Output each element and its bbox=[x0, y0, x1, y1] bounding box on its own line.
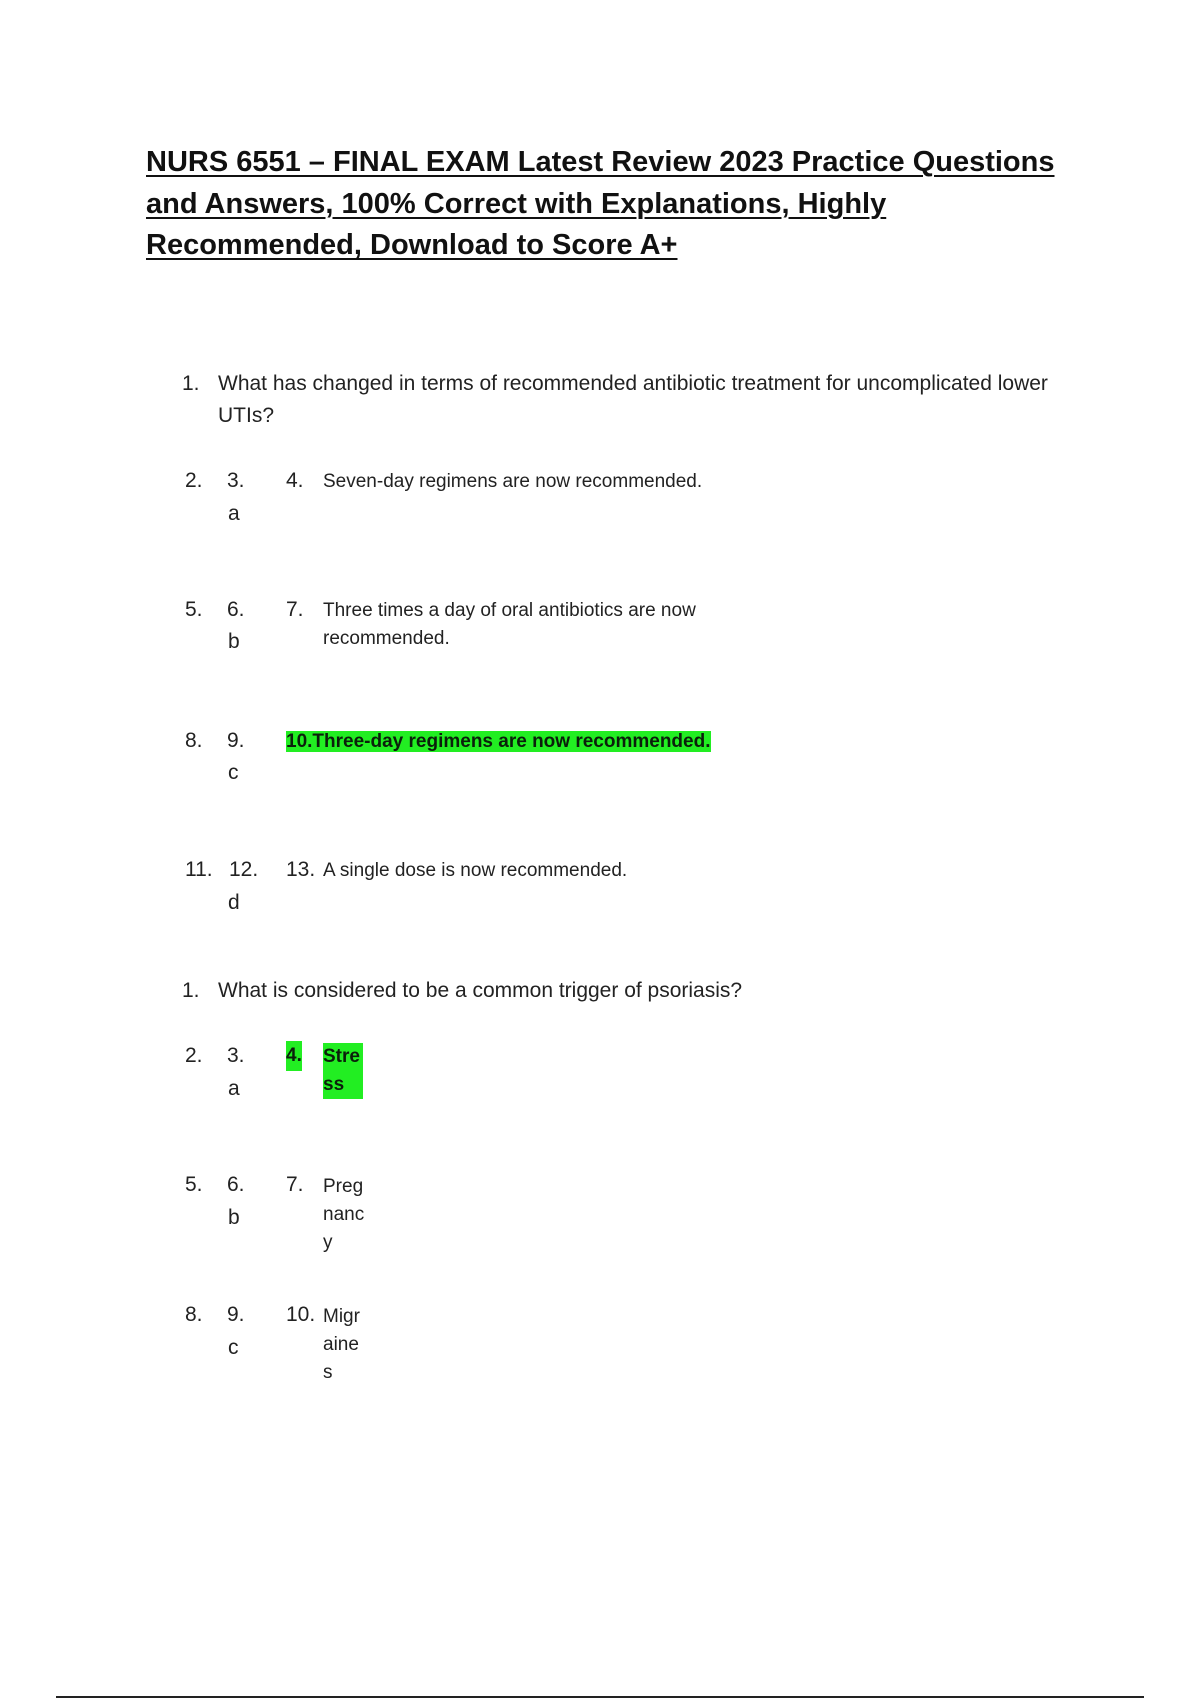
q2-option-c-num3: 10. bbox=[286, 1303, 316, 1326]
q1-option-d-num1: 11. bbox=[185, 858, 213, 881]
q1-option-d-letter: d bbox=[228, 891, 240, 914]
q1-option-b-letter: b bbox=[228, 630, 240, 653]
q2-option-c-num1: 8. bbox=[185, 1303, 203, 1326]
q2-option-a-num2: 3. bbox=[227, 1044, 245, 1067]
q1-option-a-letter: a bbox=[228, 502, 240, 525]
q1-option-b-num2: 6. bbox=[227, 598, 245, 621]
q1-option-d-num2: 12. bbox=[229, 858, 259, 881]
footer-divider bbox=[56, 1696, 1144, 1698]
q1-option-c-num3: 10. bbox=[286, 731, 313, 752]
question-1-text: What has changed in terms of recommended antibiotic treatment for uncomplicated lower UTIs? bbox=[218, 372, 1048, 427]
q1-option-c-highlight bbox=[286, 728, 711, 756]
q2-option-b-num1: 5. bbox=[185, 1173, 203, 1196]
q1-option-d-num3: 13. bbox=[286, 858, 316, 881]
question-1-number: 1. bbox=[182, 372, 200, 395]
question-2-text: What is considered to be a common trigger of psoriasis? bbox=[218, 979, 743, 1002]
q1-option-b-text: Three times a day of oral antibiotics are now recommended. bbox=[323, 600, 696, 649]
q2-option-b-letter: b bbox=[228, 1206, 240, 1229]
q2-option-b-num2: 6. bbox=[227, 1173, 245, 1196]
q2-option-a-text: Stress bbox=[323, 1043, 363, 1099]
q1-option-c-num2: 9. bbox=[227, 729, 245, 752]
q2-option-c-letter: c bbox=[228, 1336, 239, 1359]
q1-option-c-text: Three-day regimens are now recommended. bbox=[312, 731, 711, 752]
q2-option-a-num3: 4. bbox=[286, 1041, 302, 1071]
question-1 bbox=[182, 368, 1082, 438]
q1-option-a-text: Seven-day regimens are now recommended. bbox=[323, 471, 703, 492]
q2-option-c-num2: 9. bbox=[227, 1303, 245, 1326]
q1-option-b-num1: 5. bbox=[185, 598, 203, 621]
q1-option-a-num1: 2. bbox=[185, 469, 203, 492]
q1-option-a-num3: 4. bbox=[286, 469, 304, 492]
q1-option-c-num1: 8. bbox=[185, 729, 203, 752]
q1-option-a-num2: 3. bbox=[227, 469, 245, 492]
q2-option-c-text: Migraines bbox=[323, 1306, 360, 1383]
q2-option-a-num1: 2. bbox=[185, 1044, 203, 1067]
question-2 bbox=[182, 975, 1082, 1009]
q2-option-b-num3: 7. bbox=[286, 1173, 304, 1196]
document-title: NURS 6551 – FINAL EXAM Latest Review 2023 Practice Questions and Answers, 100% Correct with Explanations, Highly Recommended, Download to Score A+ bbox=[146, 146, 1055, 261]
q2-option-a-letter: a bbox=[228, 1077, 240, 1100]
q2-option-b-text: Pregnancy bbox=[323, 1176, 365, 1253]
q1-option-b-num3: 7. bbox=[286, 598, 304, 621]
q1-option-d-text: A single dose is now recommended. bbox=[323, 860, 628, 881]
question-2-number: 1. bbox=[182, 979, 200, 1002]
q1-option-c-letter: c bbox=[228, 761, 239, 784]
